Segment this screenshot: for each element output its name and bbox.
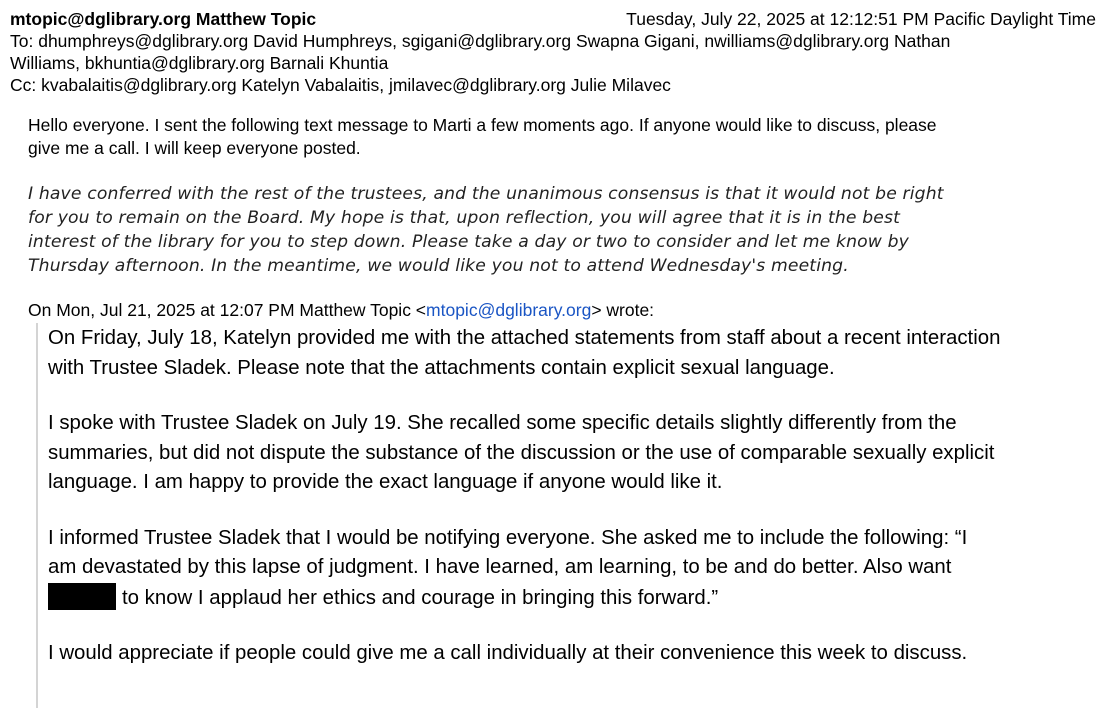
reply-message [28,114,1058,160]
sender: mtopic@dglibrary.org Matthew Topic [10,9,317,29]
header-top-row [10,8,1100,30]
quoted-p3-line-3-text: to know I applaud her ethics and courage in bringing this forward.” [122,586,719,609]
text-message-line-4: Thursday afternoon. In the meantime, we would like you not to attend Wednesday's meeting. [28,256,849,276]
text-message-line-2: for you to remain on the Board. My hope is that, upon reflection, you will agree that it is in the best [28,208,901,228]
quoted-p3-line-3 [48,583,1088,614]
attribution-prefix: On Mon, Jul 21, 2025 at 12:07 PM Matthew Topic < [28,300,427,320]
quoted-paragraph-1 [48,324,1088,383]
quoted-p1-line-1: On Friday, July 18, Katelyn provided me with the attached statements from staff about a recent interaction [48,327,1001,349]
quoted-paragraph-3 [48,524,1088,614]
email-header [10,8,1100,96]
quoted-paragraph-4 [48,639,1088,669]
quoted-p1-line-2: with Trustee Sladek. Please note that the attachments contain explicit sexual language. [48,356,835,379]
reply-line-1: Hello everyone. I sent the following text message to Marti a few moments ago. If anyone would like to discuss, please [28,115,937,135]
quoted-p3-line-1: I informed Trustee Sladek that I would be notifying everyone. She asked me to include the following: “I [48,526,968,549]
quoted-message [48,324,1088,695]
to-recipients-line-1: To: dhumphreys@dglibrary.org David Humphreys, sgigani@dglibrary.org Swapna Gigani, nwilliams@dglibrary.org Nathan [10,31,951,51]
reply-line-2: give me a call. I will keep everyone posted. [28,138,361,158]
quoted-p2-line-1: I spoke with Trustee Sladek on July 19. She recalled some specific details slightly differently from the [48,412,957,434]
attribution-suffix: > wrote: [591,300,655,320]
quoted-p2-line-2: summaries, but did not dispute the substance of the discussion or the use of comparable sexually explicit [48,441,995,464]
quote-attribution [28,299,1088,321]
redaction-box [48,583,116,610]
text-message-line-1: I have conferred with the rest of the trustees, and the unanimous consensus is that it would not be right [28,184,944,204]
sender-email-link[interactable]: mtopic@dglibrary.org [426,300,592,320]
text-message-line-3: interest of the library for you to step down. Please take a day or two to consider and let me know by [28,232,910,252]
quoted-p4-line-1: I would appreciate if people could give me a call individually at their convenience this week to discuss. [48,642,968,664]
sent-date: Tuesday, July 22, 2025 at 12:12:51 PM Pacific Daylight Time [626,9,1096,29]
quote-bar [36,323,38,708]
cc-recipients: Cc: kvabalaitis@dglibrary.org Katelyn Vabalaitis, jmilavec@dglibrary.org Julie Milavec [10,75,671,95]
quoted-p3-line-2: am devastated by this lapse of judgment. I have learned, am learning, to be and do better. Also want [48,556,952,578]
to-recipients-line-2: Williams, bkhuntia@dglibrary.org Barnali Khuntia [10,53,389,73]
quoted-paragraph-2 [48,409,1088,498]
quoted-p2-line-3: language. I am happy to provide the exact language if anyone would like it. [48,471,723,493]
text-message-quote [28,182,1088,278]
